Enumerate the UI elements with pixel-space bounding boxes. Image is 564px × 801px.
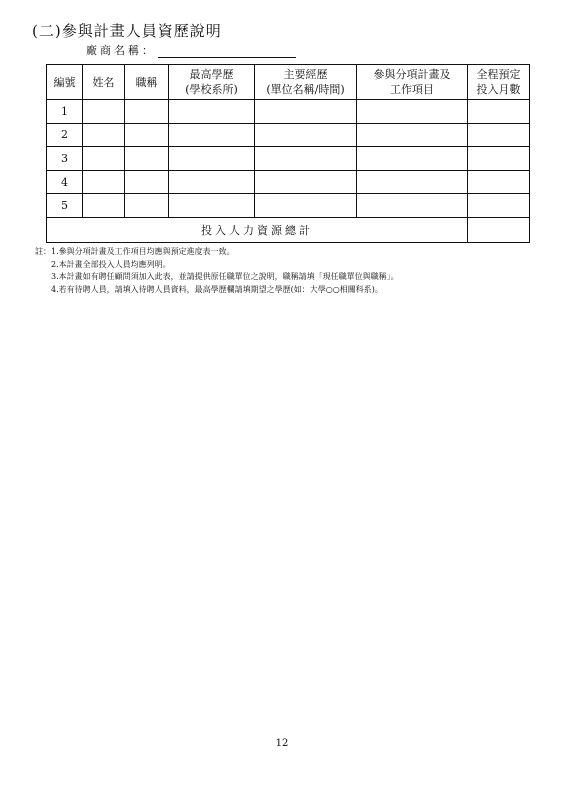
cell-education[interactable] <box>169 170 255 194</box>
company-name-blank-line <box>158 45 296 58</box>
cell-months[interactable] <box>468 147 530 171</box>
cell-education[interactable] <box>169 147 255 171</box>
cell-experience[interactable] <box>255 100 357 124</box>
notes-prefix: 註： <box>35 247 51 256</box>
row-number: 4 <box>47 170 83 194</box>
row-number: 2 <box>47 123 83 147</box>
cell-months[interactable] <box>468 123 530 147</box>
cell-experience[interactable] <box>255 194 357 218</box>
cell-months[interactable] <box>468 194 530 218</box>
cell-education[interactable] <box>169 123 255 147</box>
header-months: 全程預定 投入月數 <box>468 65 530 100</box>
cell-months[interactable] <box>468 100 530 124</box>
table-row <box>47 170 530 194</box>
header-experience: 主要經歷 (單位名稱/時間) <box>255 65 357 100</box>
total-label: 投入人力資源總計 <box>47 217 468 242</box>
row-number: 5 <box>47 194 83 218</box>
cell-work-items[interactable] <box>357 170 468 194</box>
header-education: 最高學歷 (學校系所) <box>169 65 255 100</box>
table-header-row <box>47 65 530 100</box>
cell-work-items[interactable] <box>357 100 468 124</box>
row-number: 1 <box>47 100 83 124</box>
total-row <box>47 217 530 242</box>
note-item: 註：1.參與分項計畫及工作項目均應與預定進度表一致。 <box>6 246 562 259</box>
cell-work-items[interactable] <box>357 194 468 218</box>
cell-education[interactable] <box>169 100 255 124</box>
table-row <box>47 147 530 171</box>
cell-experience[interactable] <box>255 123 357 147</box>
cell-name[interactable] <box>83 100 125 124</box>
header-title: 職稱 <box>125 65 169 100</box>
cell-title[interactable] <box>125 100 169 124</box>
section-title: (二)參與計畫人員資歷說明 <box>32 22 222 40</box>
table-row <box>47 194 530 218</box>
note-item: 2.本計畫全部投入人員均應列明。 <box>51 259 171 269</box>
cell-title[interactable] <box>125 147 169 171</box>
cell-work-items[interactable] <box>357 147 468 171</box>
cell-months[interactable] <box>468 170 530 194</box>
page-number: 12 <box>275 738 289 749</box>
cell-name[interactable] <box>83 147 125 171</box>
note-item: 3.本計畫如有聘任顧問須加入此表，並請提供原任職單位之說明，職稱請填「現任職單位與職稱」。 <box>51 272 399 281</box>
header-number: 編號 <box>47 65 83 100</box>
note-item: 4.若有待聘人員，請填入待聘人員資料，最高學歷欄請填期望之學歷(如：大學○○相關科系)。 <box>51 284 383 294</box>
cell-total-months[interactable] <box>468 217 530 242</box>
company-name-label: 廠商名稱： <box>86 44 156 57</box>
cell-title[interactable] <box>125 123 169 147</box>
cell-title[interactable] <box>125 170 169 194</box>
row-number: 3 <box>47 147 83 171</box>
cell-name[interactable] <box>83 123 125 147</box>
company-name-field <box>86 42 296 58</box>
cell-name[interactable] <box>83 170 125 194</box>
cell-experience[interactable] <box>255 170 357 194</box>
cell-experience[interactable] <box>255 147 357 171</box>
staff-table <box>46 64 530 243</box>
notes <box>6 246 562 296</box>
cell-name[interactable] <box>83 194 125 218</box>
cell-education[interactable] <box>169 194 255 218</box>
header-name: 姓名 <box>83 65 125 100</box>
cell-work-items[interactable] <box>357 123 468 147</box>
header-work-items: 參與分項計畫及 工作項目 <box>357 65 468 100</box>
table-row <box>47 123 530 147</box>
table-row <box>47 100 530 124</box>
cell-title[interactable] <box>125 194 169 218</box>
